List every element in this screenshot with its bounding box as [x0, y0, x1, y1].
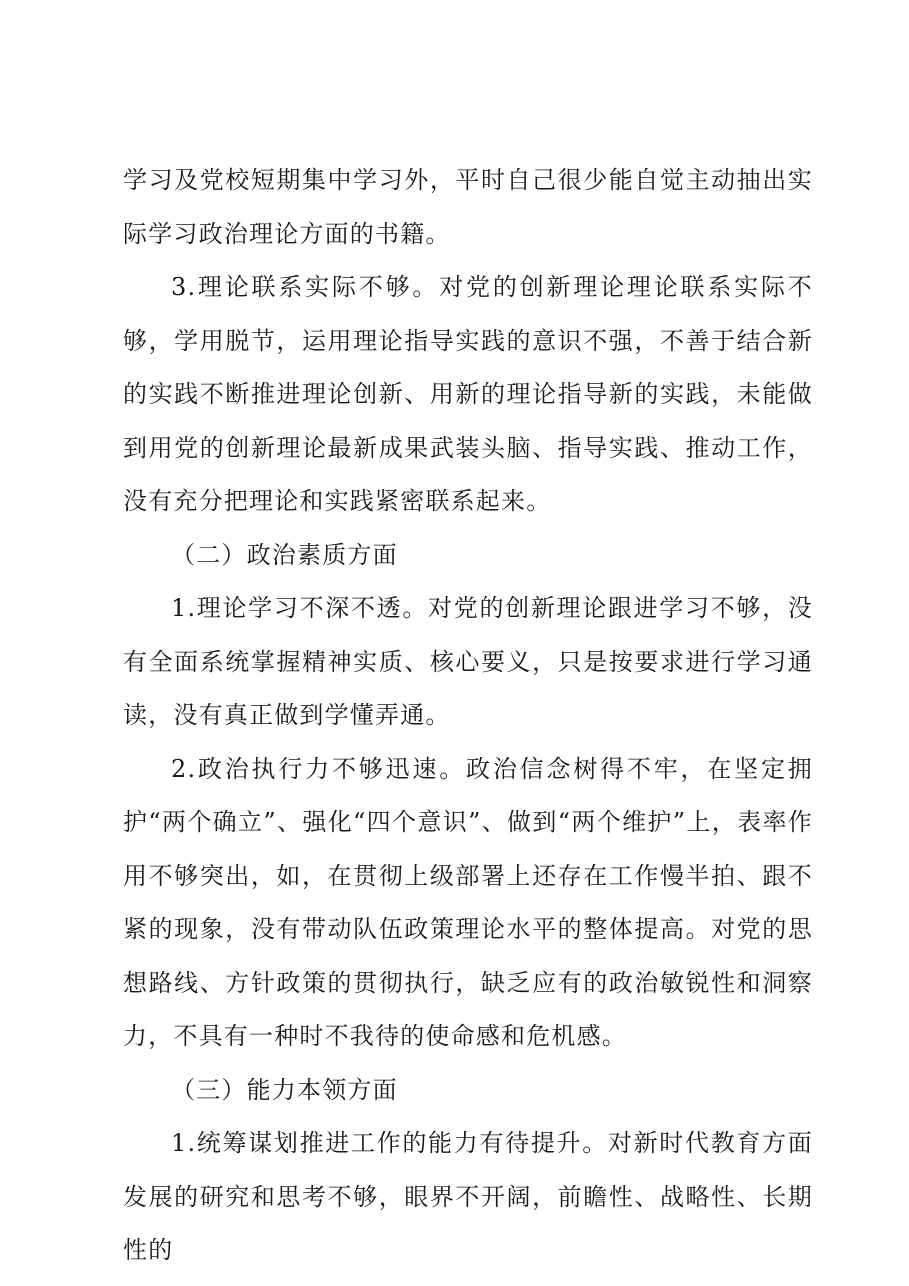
- paragraph-item-1-capability: 1.统筹谋划推进工作的能力有待提升。对新时代教育方面发展的研究和思考不够，眼界不开阔，前瞻性、战略性、长期性的: [123, 1129, 813, 1264]
- paragraph-item-1: 1.理论学习不深不透。对党的创新理论跟进学习不够，没有全面系统掌握精神实质、核心要义，只是按要求进行学习通读，没有真正做到学懂弄通。: [123, 594, 813, 729]
- section-heading-political-quality: （二）政治素质方面: [171, 540, 398, 569]
- paragraph-item-3: 3.理论联系实际不够。对党的创新理论理论联系实际不够，学用脱节，运用理论指导实践的意识不强，不善于结合新的实践不断推进理论创新、用新的理论指导新的实践，未能做到用党的创新理论最新成果武装头脑、指导实践、推动工作，没有充分把理论和实践紧密联系起来。: [123, 273, 813, 515]
- section-heading-capability: （三）能力本领方面: [171, 1075, 398, 1104]
- paragraph-item-2: 2.政治执行力不够迅速。政治信念树得不牢，在坚定拥护“两个确立”、强化“四个意识”、做到“两个维护”上，表率作用不够突出，如，在贯彻上级部署上还存在工作慢半拍、跟不紧的现象，没有带动队伍政策理论水平的整体提高。对党的思想路线、方针政策的贯彻执行，缺乏应有的政治敏锐性和洞察力，不具有一种时不我待的使命感和危机感。: [123, 754, 813, 1050]
- paragraph-continuation: 学习及党校短期集中学习外，平时自己很少能自觉主动抽出实际学习政治理论方面的书籍。: [123, 166, 813, 248]
- document-body: [123, 154, 813, 1278]
